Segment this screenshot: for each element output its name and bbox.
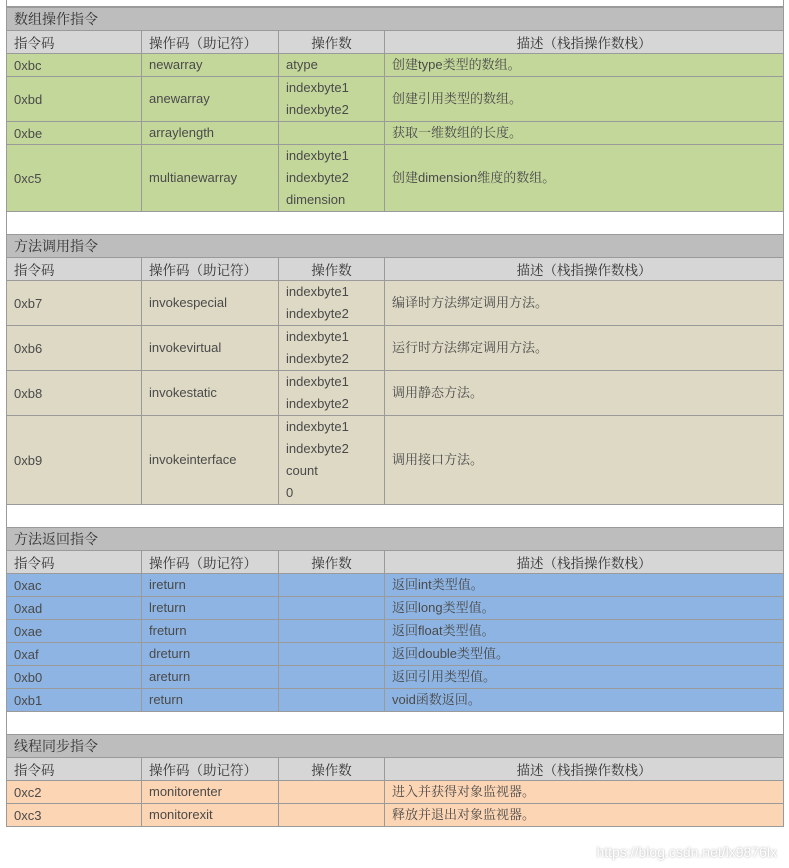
operand-text: indexbyte2 <box>286 351 349 366</box>
mnemonic-text: ireturn <box>149 577 186 592</box>
mnemonic-text: invokespecial <box>149 295 228 310</box>
opcode-cell: 0xb1 <box>7 689 142 712</box>
description-text: 返回long类型值。 <box>392 600 495 615</box>
operand-text: atype <box>286 57 318 72</box>
description-cell <box>385 666 784 689</box>
operand-text: count <box>286 463 318 478</box>
operand-cell <box>279 145 385 212</box>
mnemonic-cell <box>142 122 279 145</box>
operand-cell <box>279 781 385 804</box>
mnemonic-cell <box>142 145 279 212</box>
opcode-cell: 0xb0 <box>7 666 142 689</box>
description-text: 进入并获得对象监视器。 <box>392 784 536 799</box>
table-row <box>7 281 784 326</box>
description-cell <box>385 781 784 804</box>
header-description: 描述（栈指操作数栈） <box>385 758 784 781</box>
operand-cell <box>279 666 385 689</box>
section-title: 线程同步指令 <box>7 735 784 758</box>
description-cell <box>385 371 784 416</box>
description-text: 返回float类型值。 <box>392 623 495 638</box>
description-cell <box>385 122 784 145</box>
mnemonic-text: lreturn <box>149 600 186 615</box>
opcode-cell: 0xc5 <box>7 145 142 212</box>
operand-text: indexbyte2 <box>286 102 349 117</box>
description-cell <box>385 281 784 326</box>
table-row <box>7 597 784 620</box>
operand-text: indexbyte1 <box>286 284 349 299</box>
mnemonic-text: arraylength <box>149 125 215 140</box>
description-cell <box>385 77 784 122</box>
header-description: 描述（栈指操作数栈） <box>385 258 784 281</box>
table-row <box>7 781 784 804</box>
operand-text: indexbyte2 <box>286 170 349 185</box>
table-row <box>7 574 784 597</box>
section-title: 数组操作指令 <box>7 8 784 31</box>
mnemonic-text: invokeinterface <box>149 452 237 467</box>
operand-cell <box>279 597 385 620</box>
mnemonic-cell <box>142 326 279 371</box>
opcode-cell: 0xae <box>7 620 142 643</box>
operand-text: indexbyte1 <box>286 419 349 434</box>
description-text: void函数返回。 <box>392 692 481 707</box>
operand-cell <box>279 122 385 145</box>
mnemonic-text: invokestatic <box>149 385 217 400</box>
operand-text: 0 <box>286 485 294 500</box>
table-row <box>7 416 784 505</box>
section-title: 方法调用指令 <box>7 235 784 258</box>
description-text: 创建引用类型的数组。 <box>392 91 523 106</box>
opcode-cell: 0xbe <box>7 122 142 145</box>
operand-cell <box>279 804 385 827</box>
operand-text: indexbyte2 <box>286 441 349 456</box>
description-cell <box>385 689 784 712</box>
opcode-cell: 0xb8 <box>7 371 142 416</box>
mnemonic-cell <box>142 416 279 505</box>
instruction-tables <box>6 0 784 827</box>
table-row <box>7 326 784 371</box>
operand-cell <box>279 77 385 122</box>
opcode-cell: 0xac <box>7 574 142 597</box>
opcode-cell: 0xad <box>7 597 142 620</box>
table-row <box>7 371 784 416</box>
operand-cell <box>279 620 385 643</box>
mnemonic-text: areturn <box>149 669 191 684</box>
section-title: 方法返回指令 <box>7 528 784 551</box>
mnemonic-cell <box>142 643 279 666</box>
sections-container <box>6 7 784 827</box>
header-code: 指令码 <box>7 258 142 281</box>
mnemonic-text: monitorexit <box>149 807 213 822</box>
mnemonic-cell <box>142 620 279 643</box>
header-description: 描述（栈指操作数栈） <box>385 31 784 54</box>
opcode-cell: 0xc2 <box>7 781 142 804</box>
watermark: https://blog.csdn.net/lx9876lx <box>596 844 777 860</box>
description-text: 调用静态方法。 <box>392 385 484 400</box>
table-row <box>7 122 784 145</box>
table-row <box>7 666 784 689</box>
header-code: 指令码 <box>7 551 142 574</box>
header-code: 指令码 <box>7 31 142 54</box>
operand-cell <box>279 54 385 77</box>
header-mnemonic: 操作码（助记符） <box>142 31 279 54</box>
mnemonic-cell <box>142 574 279 597</box>
table-row <box>7 689 784 712</box>
operand-cell <box>279 643 385 666</box>
mnemonic-text: dreturn <box>149 646 191 661</box>
table-row <box>7 620 784 643</box>
description-text: 调用接口方法。 <box>392 452 484 467</box>
description-text: 创建dimension维度的数组。 <box>392 170 556 185</box>
mnemonic-cell <box>142 371 279 416</box>
table-row <box>7 77 784 122</box>
operand-text: indexbyte1 <box>286 329 349 344</box>
section-table <box>6 234 784 505</box>
operand-text: indexbyte1 <box>286 374 349 389</box>
mnemonic-cell <box>142 804 279 827</box>
header-mnemonic: 操作码（助记符） <box>142 551 279 574</box>
header-code: 指令码 <box>7 758 142 781</box>
description-cell <box>385 597 784 620</box>
operand-text: dimension <box>286 192 346 207</box>
section-table <box>6 7 784 212</box>
operand-text: indexbyte2 <box>286 306 349 321</box>
mnemonic-cell <box>142 781 279 804</box>
operand-cell <box>279 574 385 597</box>
operand-cell <box>279 371 385 416</box>
table-row <box>7 804 784 827</box>
header-operand: 操作数 <box>279 758 385 781</box>
operand-text: indexbyte1 <box>286 148 349 163</box>
description-text: 获取一维数组的长度。 <box>392 125 523 140</box>
mnemonic-text: freturn <box>149 623 187 638</box>
mnemonic-text: anewarray <box>149 91 210 106</box>
description-text: 返回int类型值。 <box>392 577 484 592</box>
operand-cell <box>279 281 385 326</box>
description-cell <box>385 416 784 505</box>
header-mnemonic: 操作码（助记符） <box>142 758 279 781</box>
description-cell <box>385 804 784 827</box>
mnemonic-cell <box>142 54 279 77</box>
description-cell <box>385 54 784 77</box>
opcode-cell: 0xc3 <box>7 804 142 827</box>
operand-cell <box>279 416 385 505</box>
description-text: 返回引用类型值。 <box>392 669 497 684</box>
operand-text: indexbyte2 <box>286 396 349 411</box>
mnemonic-cell <box>142 597 279 620</box>
operand-text: indexbyte1 <box>286 80 349 95</box>
description-text: 运行时方法绑定调用方法。 <box>392 340 549 355</box>
description-cell <box>385 620 784 643</box>
header-operand: 操作数 <box>279 258 385 281</box>
header-description: 描述（栈指操作数栈） <box>385 551 784 574</box>
description-cell <box>385 145 784 212</box>
header-operand: 操作数 <box>279 31 385 54</box>
operand-cell <box>279 689 385 712</box>
description-text: 返回double类型值。 <box>392 646 510 661</box>
section-spacer <box>6 712 784 734</box>
section-table <box>6 734 784 827</box>
opcode-cell: 0xb7 <box>7 281 142 326</box>
section-table <box>6 527 784 712</box>
header-operand: 操作数 <box>279 551 385 574</box>
mnemonic-text: monitorenter <box>149 784 222 799</box>
operand-cell <box>279 326 385 371</box>
header-mnemonic: 操作码（助记符） <box>142 258 279 281</box>
description-cell <box>385 643 784 666</box>
description-cell <box>385 574 784 597</box>
opcode-cell: 0xaf <box>7 643 142 666</box>
table-row <box>7 643 784 666</box>
opcode-cell: 0xbd <box>7 77 142 122</box>
top-rule <box>6 0 784 7</box>
section-spacer <box>6 505 784 527</box>
mnemonic-text: return <box>149 692 183 707</box>
description-cell <box>385 326 784 371</box>
opcode-cell: 0xb9 <box>7 416 142 505</box>
opcode-cell: 0xb6 <box>7 326 142 371</box>
table-row <box>7 54 784 77</box>
opcode-cell: 0xbc <box>7 54 142 77</box>
mnemonic-cell <box>142 77 279 122</box>
description-text: 创建type类型的数组。 <box>392 57 521 72</box>
table-row <box>7 145 784 212</box>
mnemonic-text: newarray <box>149 57 203 72</box>
mnemonic-text: invokevirtual <box>149 340 222 355</box>
mnemonic-text: multianewarray <box>149 170 238 185</box>
section-spacer <box>6 212 784 234</box>
mnemonic-cell <box>142 689 279 712</box>
description-text: 编译时方法绑定调用方法。 <box>392 295 549 310</box>
mnemonic-cell <box>142 666 279 689</box>
mnemonic-cell <box>142 281 279 326</box>
description-text: 释放并退出对象监视器。 <box>392 807 536 822</box>
